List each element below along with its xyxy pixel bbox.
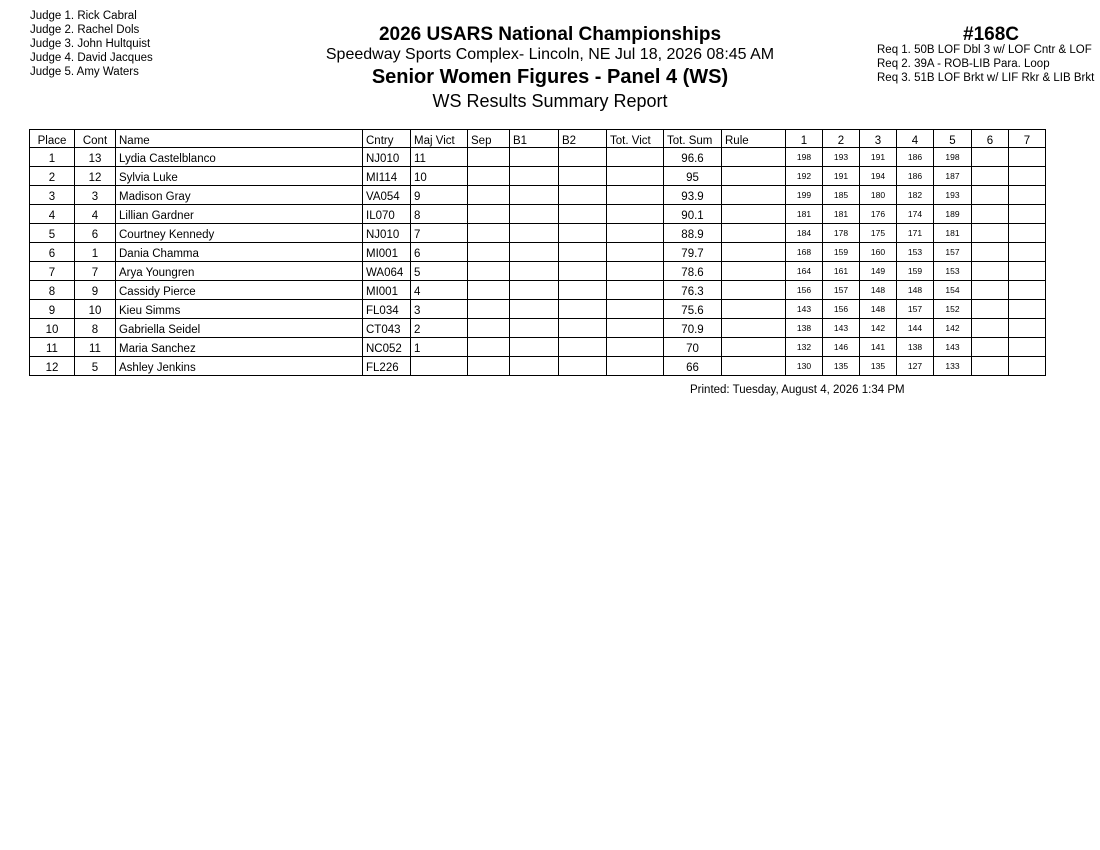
table-row	[30, 224, 1046, 243]
table-row	[30, 357, 1046, 376]
cell-judge-6	[972, 300, 1009, 319]
cell-tot-vict	[607, 357, 664, 376]
table-row	[30, 205, 1046, 224]
cell-tot-sum: 96.6	[664, 148, 722, 167]
cell-b1	[510, 224, 559, 243]
cell-place: 3	[30, 186, 75, 205]
cell-judge-5: 143	[934, 338, 972, 357]
cell-place: 6	[30, 243, 75, 262]
cell-judge-7	[1009, 357, 1046, 376]
cell-maj-vict: 7	[411, 224, 468, 243]
judge-1: Judge 1. Rick Cabral	[30, 10, 137, 22]
cell-tot-sum: 95	[664, 167, 722, 186]
cell-b2	[559, 186, 607, 205]
cell-judge-6	[972, 319, 1009, 338]
cell-b2	[559, 300, 607, 319]
cell-judge-2: 185	[823, 186, 860, 205]
cell-tot-vict	[607, 148, 664, 167]
cell-maj-vict: 8	[411, 205, 468, 224]
cell-maj-vict: 5	[411, 262, 468, 281]
cell-judge-1: 184	[786, 224, 823, 243]
cell-judge-2: 156	[823, 300, 860, 319]
cell-cont: 7	[75, 262, 116, 281]
cell-judge-5: 198	[934, 148, 972, 167]
cell-cont: 10	[75, 300, 116, 319]
cell-judge-3: 148	[860, 281, 897, 300]
cell-judge-4: 153	[897, 243, 934, 262]
col-tot-vict: Tot. Vict	[607, 130, 664, 148]
cell-rule	[722, 338, 786, 357]
table-header-row	[30, 130, 1046, 148]
cell-rule	[722, 357, 786, 376]
cell-cont: 8	[75, 319, 116, 338]
cell-sep	[468, 262, 510, 281]
cell-judge-5: 193	[934, 186, 972, 205]
cell-b2	[559, 319, 607, 338]
cell-place: 2	[30, 167, 75, 186]
cell-b1	[510, 186, 559, 205]
cell-tot-vict	[607, 319, 664, 338]
cell-place: 8	[30, 281, 75, 300]
col-name: Name	[116, 130, 363, 148]
cell-name: Maria Sanchez	[116, 338, 363, 357]
cell-judge-2: 178	[823, 224, 860, 243]
cell-rule	[722, 167, 786, 186]
cell-judge-7	[1009, 243, 1046, 262]
cell-judge-7	[1009, 224, 1046, 243]
judge-3: Judge 3. John Hultquist	[30, 38, 151, 50]
cell-judge-3: 175	[860, 224, 897, 243]
cell-tot-sum: 88.9	[664, 224, 722, 243]
cell-judge-4: 186	[897, 167, 934, 186]
cell-tot-vict	[607, 186, 664, 205]
cell-judge-7	[1009, 186, 1046, 205]
cell-judge-1: 181	[786, 205, 823, 224]
cell-b1	[510, 205, 559, 224]
cell-b2	[559, 148, 607, 167]
col-sep: Sep	[468, 130, 510, 148]
cell-tot-sum: 76.3	[664, 281, 722, 300]
cell-cont: 13	[75, 148, 116, 167]
cell-judge-7	[1009, 319, 1046, 338]
requirement-3: Req 3. 51B LOF Brkt w/ LIF Rkr & LIB Brkt	[877, 72, 1095, 84]
cell-maj-vict: 2	[411, 319, 468, 338]
cell-judge-6	[972, 186, 1009, 205]
cell-tot-vict	[607, 281, 664, 300]
cell-tot-sum: 75.6	[664, 300, 722, 319]
cell-maj-vict: 4	[411, 281, 468, 300]
cell-judge-1: 143	[786, 300, 823, 319]
report-header	[300, 24, 800, 112]
cell-judge-6	[972, 205, 1009, 224]
table-row	[30, 167, 1046, 186]
cell-rule	[722, 205, 786, 224]
report-name: WS Results Summary Report	[432, 91, 668, 111]
cell-judge-7	[1009, 167, 1046, 186]
cell-cntry: FL034	[363, 300, 411, 319]
cell-sep	[468, 224, 510, 243]
table-row	[30, 148, 1046, 167]
cell-cntry: NJ010	[363, 224, 411, 243]
cell-judge-2: 143	[823, 319, 860, 338]
cell-rule	[722, 262, 786, 281]
results-table	[29, 129, 1046, 376]
cell-judge-3: 149	[860, 262, 897, 281]
cell-cont: 11	[75, 338, 116, 357]
cell-place: 7	[30, 262, 75, 281]
cell-tot-sum: 79.7	[664, 243, 722, 262]
cell-cont: 9	[75, 281, 116, 300]
cell-rule	[722, 319, 786, 338]
cell-judge-7	[1009, 338, 1046, 357]
cell-b1	[510, 300, 559, 319]
cell-sep	[468, 357, 510, 376]
cell-judge-5: 133	[934, 357, 972, 376]
cell-judge-1: 199	[786, 186, 823, 205]
cell-judge-2: 159	[823, 243, 860, 262]
table-row	[30, 300, 1046, 319]
cell-name: Ashley Jenkins	[116, 357, 363, 376]
cell-tot-vict	[607, 300, 664, 319]
cell-judge-2: 146	[823, 338, 860, 357]
cell-tot-vict	[607, 224, 664, 243]
cell-b1	[510, 357, 559, 376]
table-row	[30, 338, 1046, 357]
cell-place: 10	[30, 319, 75, 338]
cell-judge-5: 154	[934, 281, 972, 300]
col-judge-7: 7	[1009, 130, 1046, 148]
cell-judge-6	[972, 262, 1009, 281]
cell-place: 12	[30, 357, 75, 376]
cell-judge-1: 130	[786, 357, 823, 376]
cell-name: Gabriella Seidel	[116, 319, 363, 338]
col-judge-5: 5	[934, 130, 972, 148]
championship-title: 2026 USARS National Championships	[378, 24, 722, 45]
cell-cntry: MI001	[363, 243, 411, 262]
cell-b2	[559, 224, 607, 243]
cell-cntry: VA054	[363, 186, 411, 205]
cell-cntry: WA064	[363, 262, 411, 281]
cell-tot-sum: 70.9	[664, 319, 722, 338]
col-rule: Rule	[722, 130, 786, 148]
cell-judge-4: 171	[897, 224, 934, 243]
cell-maj-vict: 10	[411, 167, 468, 186]
cell-cont: 5	[75, 357, 116, 376]
table-row	[30, 281, 1046, 300]
cell-name: Kieu Simms	[116, 300, 363, 319]
requirement-1: Req 1. 50B LOF Dbl 3 w/ LOF Cntr & LOF	[877, 44, 1092, 56]
cell-judge-6	[972, 338, 1009, 357]
cell-name: Cassidy Pierce	[116, 281, 363, 300]
cell-tot-vict	[607, 167, 664, 186]
cell-judge-4: 127	[897, 357, 934, 376]
cell-judge-2: 161	[823, 262, 860, 281]
cell-judge-5: 187	[934, 167, 972, 186]
cell-maj-vict: 9	[411, 186, 468, 205]
cell-judge-3: 148	[860, 300, 897, 319]
cell-maj-vict: 6	[411, 243, 468, 262]
cell-b2	[559, 205, 607, 224]
cell-name: Sylvia Luke	[116, 167, 363, 186]
cell-judge-4: 174	[897, 205, 934, 224]
cell-judge-5: 189	[934, 205, 972, 224]
cell-judge-3: 180	[860, 186, 897, 205]
cell-tot-sum: 93.9	[664, 186, 722, 205]
col-judge-2: 2	[823, 130, 860, 148]
cell-rule	[722, 148, 786, 167]
cell-judge-6	[972, 281, 1009, 300]
cell-judge-3: 191	[860, 148, 897, 167]
col-cont: Cont	[75, 130, 116, 148]
cell-judge-4: 159	[897, 262, 934, 281]
cell-judge-1: 198	[786, 148, 823, 167]
cell-b2	[559, 243, 607, 262]
table-row	[30, 243, 1046, 262]
cell-judge-4: 157	[897, 300, 934, 319]
cell-maj-vict: 11	[411, 148, 468, 167]
cell-sep	[468, 338, 510, 357]
cell-b1	[510, 148, 559, 167]
cell-cntry: FL226	[363, 357, 411, 376]
cell-judge-4: 182	[897, 186, 934, 205]
cell-rule	[722, 243, 786, 262]
cell-name: Arya Youngren	[116, 262, 363, 281]
event-name: Senior Women Figures - Panel 4 (WS)	[371, 66, 729, 88]
cell-judge-2: 193	[823, 148, 860, 167]
cell-name: Dania Chamma	[116, 243, 363, 262]
cell-judge-5: 153	[934, 262, 972, 281]
cell-b1	[510, 338, 559, 357]
col-place: Place	[30, 130, 75, 148]
col-tot-sum: Tot. Sum	[664, 130, 722, 148]
cell-judge-3: 176	[860, 205, 897, 224]
judge-2: Judge 2. Rachel Dols	[30, 24, 140, 36]
col-judge-3: 3	[860, 130, 897, 148]
cell-b1	[510, 281, 559, 300]
cell-maj-vict: 1	[411, 338, 468, 357]
cell-cntry: CT043	[363, 319, 411, 338]
cell-tot-vict	[607, 262, 664, 281]
venue-date: Speedway Sports Complex- Lincoln, NE Jul 18, 2026 08:45 AM	[325, 46, 775, 63]
cell-judge-7	[1009, 262, 1046, 281]
col-judge-1: 1	[786, 130, 823, 148]
cell-b1	[510, 319, 559, 338]
cell-sep	[468, 243, 510, 262]
cell-judge-1: 164	[786, 262, 823, 281]
cell-judge-7	[1009, 205, 1046, 224]
cell-cntry: MI114	[363, 167, 411, 186]
cell-b1	[510, 262, 559, 281]
cell-tot-vict	[607, 243, 664, 262]
cell-judge-1: 156	[786, 281, 823, 300]
cell-sep	[468, 186, 510, 205]
col-b2: B2	[559, 130, 607, 148]
cell-judge-2: 181	[823, 205, 860, 224]
cell-sep	[468, 300, 510, 319]
cell-judge-1: 138	[786, 319, 823, 338]
cell-name: Courtney Kennedy	[116, 224, 363, 243]
cell-b1	[510, 243, 559, 262]
cell-place: 1	[30, 148, 75, 167]
cell-name: Lillian Gardner	[116, 205, 363, 224]
cell-sep	[468, 281, 510, 300]
col-judge-6: 6	[972, 130, 1009, 148]
cell-place: 5	[30, 224, 75, 243]
cell-sep	[468, 167, 510, 186]
cell-judge-6	[972, 148, 1009, 167]
judge-4: Judge 4. David Jacques	[30, 52, 153, 64]
cell-maj-vict	[411, 357, 468, 376]
cell-judge-4: 138	[897, 338, 934, 357]
col-cntry: Cntry	[363, 130, 411, 148]
cell-sep	[468, 205, 510, 224]
cell-judge-2: 191	[823, 167, 860, 186]
cell-judge-3: 141	[860, 338, 897, 357]
cell-judge-3: 142	[860, 319, 897, 338]
cell-sep	[468, 319, 510, 338]
table-row	[30, 262, 1046, 281]
cell-judge-3: 194	[860, 167, 897, 186]
cell-cntry: IL070	[363, 205, 411, 224]
cell-judge-5: 142	[934, 319, 972, 338]
cell-judge-7	[1009, 148, 1046, 167]
cell-tot-sum: 90.1	[664, 205, 722, 224]
cell-cont: 6	[75, 224, 116, 243]
cell-judge-5: 152	[934, 300, 972, 319]
cell-b2	[559, 262, 607, 281]
cell-cont: 12	[75, 167, 116, 186]
cell-b2	[559, 167, 607, 186]
cell-judge-1: 168	[786, 243, 823, 262]
cell-rule	[722, 281, 786, 300]
cell-rule	[722, 300, 786, 319]
cell-judge-1: 132	[786, 338, 823, 357]
cell-judge-4: 186	[897, 148, 934, 167]
cell-judge-3: 160	[860, 243, 897, 262]
cell-judge-1: 192	[786, 167, 823, 186]
cell-place: 9	[30, 300, 75, 319]
printed-timestamp: Printed: Tuesday, August 4, 2026 1:34 PM	[690, 384, 905, 396]
judge-list	[30, 9, 153, 79]
cell-sep	[468, 148, 510, 167]
cell-judge-4: 144	[897, 319, 934, 338]
cell-rule	[722, 186, 786, 205]
col-judge-4: 4	[897, 130, 934, 148]
cell-tot-sum: 66	[664, 357, 722, 376]
cell-judge-7	[1009, 300, 1046, 319]
cell-cntry: MI001	[363, 281, 411, 300]
cell-judge-4: 148	[897, 281, 934, 300]
cell-judge-6	[972, 243, 1009, 262]
cell-rule	[722, 224, 786, 243]
cell-b2	[559, 338, 607, 357]
cell-b2	[559, 281, 607, 300]
requirement-2: Req 2. 39A - ROB-LIB Para. Loop	[877, 58, 1050, 70]
cell-cntry: NC052	[363, 338, 411, 357]
cell-place: 4	[30, 205, 75, 224]
cell-b1	[510, 167, 559, 186]
judge-5: Judge 5. Amy Waters	[30, 66, 139, 78]
cell-name: Lydia Castelblanco	[116, 148, 363, 167]
cell-tot-vict	[607, 205, 664, 224]
cell-judge-6	[972, 224, 1009, 243]
cell-judge-3: 135	[860, 357, 897, 376]
cell-judge-2: 157	[823, 281, 860, 300]
cell-tot-sum: 78.6	[664, 262, 722, 281]
cell-cont: 4	[75, 205, 116, 224]
cell-judge-6	[972, 357, 1009, 376]
cell-cont: 3	[75, 186, 116, 205]
cell-tot-sum: 70	[664, 338, 722, 357]
cell-judge-2: 135	[823, 357, 860, 376]
col-maj-vict: Maj Vict	[411, 130, 468, 148]
event-number: #168C	[963, 24, 1019, 45]
requirements-list	[877, 43, 1100, 85]
cell-maj-vict: 3	[411, 300, 468, 319]
cell-tot-vict	[607, 338, 664, 357]
col-b1: B1	[510, 130, 559, 148]
cell-judge-7	[1009, 281, 1046, 300]
cell-judge-5: 157	[934, 243, 972, 262]
cell-b2	[559, 357, 607, 376]
table-row	[30, 319, 1046, 338]
cell-place: 11	[30, 338, 75, 357]
cell-cont: 1	[75, 243, 116, 262]
cell-judge-5: 181	[934, 224, 972, 243]
cell-cntry: NJ010	[363, 148, 411, 167]
cell-name: Madison Gray	[116, 186, 363, 205]
cell-judge-6	[972, 167, 1009, 186]
table-row	[30, 186, 1046, 205]
